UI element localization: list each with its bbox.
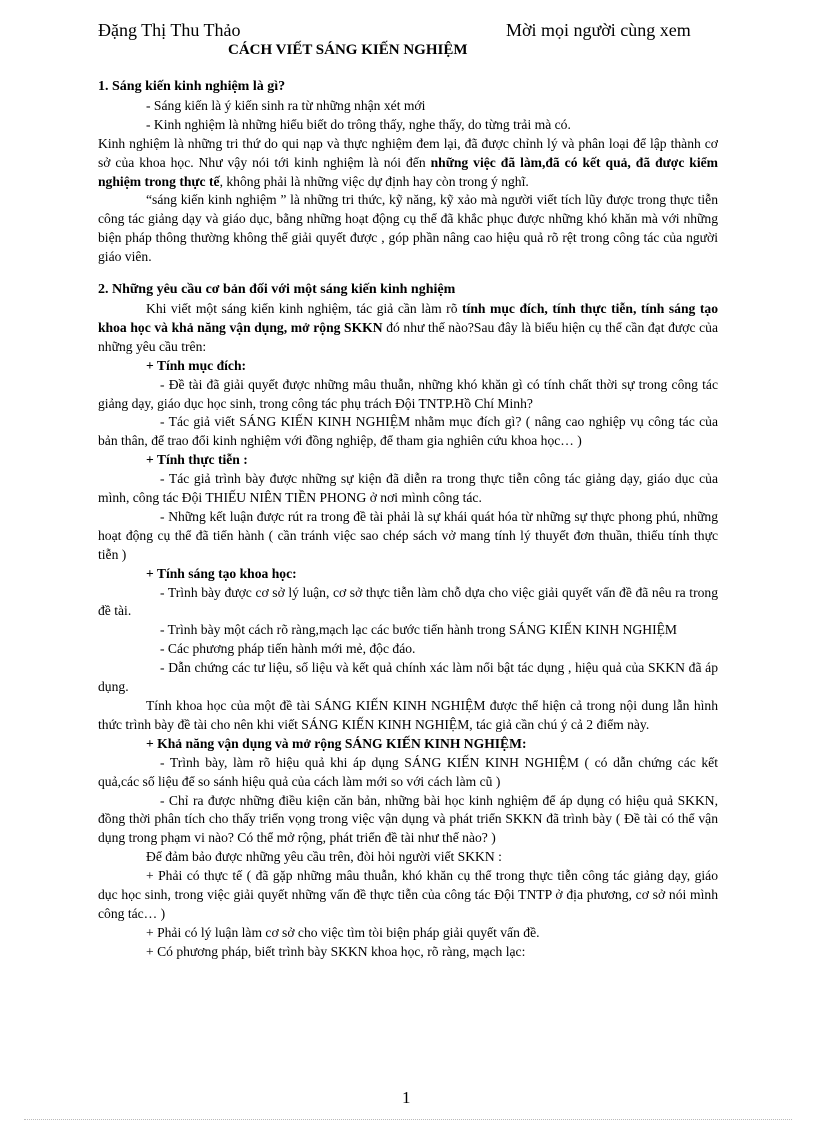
paragraph: - Đề tài đã giải quyết được những mâu thuẫn, những khó khăn gì có tính chất thời sự trong công tác giảng dạy, giáo dục học sinh, trong công tác phụ trách Đội TNTP.Hồ Chí Minh?: [98, 376, 718, 411]
subheading-practicality: + Tính thực tiễn :: [146, 452, 248, 468]
section-1-heading: 1. Sáng kiến kinh nghiệm là gì?: [98, 79, 286, 94]
paragraph: - Chỉ ra được những điều kiện căn bản, những bài học kinh nghiệm để áp dụng có hiệu quả SKKN, đồng thời phân tích cho thấy triển vọng trong việc vận dụng và phát triển SKKN đã trình bày ( Đề tài có thể vận dụng trong phạm vi nào? Có thể mở rộng, phát triển đề tài như thế nào? ): [98, 792, 718, 846]
paragraph: + Có phương pháp, biết trình bày SKKN khoa học, rõ ràng, mạch lạc:: [146, 943, 526, 959]
paragraph: - Tác giả trình bày được những sự kiện đã diễn ra trong thực tiễn công tác giảng dạy, giáo dục của mình, công tác Đội THIẾU NIÊN TIỀN PHONG ở nơi mình công tác.: [98, 471, 718, 506]
paragraph: + Phải có lý luận làm cơ sở cho việc tìm tòi biện pháp giải quyết vấn đề.: [146, 924, 540, 940]
paragraph: - Trình bày, làm rõ hiệu quả khi áp dụng SÁNG KIẾN KINH NGHIỆM ( có dẫn chứng các kết quả,các số liệu để so sánh hiệu quả của cách làm mới so với cách làm cũ ): [98, 754, 718, 789]
paragraph: Để đảm bảo được những yêu cầu trên, đòi hỏi người viết SKKN :: [146, 849, 502, 865]
bold-text-run: tính mục đích, tính thực tiễn, tính sáng tạo khoa học và khả năng vận dụng, mở rộng SKKN: [98, 300, 718, 335]
paragraph: “sáng kiến kinh nghiệm ” là những tri thức, kỹ năng, kỹ xảo mà người viết tích lũy được trong thực tiễn công tác giảng dạy và giáo dục, bằng những hoạt động cụ thể đã khắc phục được những khó khăn mà với những biện pháp thông thường không thể giải quyết được , góp phần nâng cao hiệu quả rõ rệt trong công tác của người giáo viên.: [98, 192, 718, 265]
paragraph: - Dẫn chứng các tư liệu, số liệu và kết quả chính xác làm nổi bật tác dụng , hiệu quả của SKKN đã áp dụng.: [98, 660, 718, 695]
paragraph: + Phải có thực tế ( đã gặp những mâu thuẫn, khó khăn cụ thể trong thực tiễn công tác giảng dạy, giáo dục học sinh, trong việc giải quyết những vấn đề thực tiễn của công tác Đội TNTP ở địa phương, cơ sở nói mình công tác… ): [98, 868, 718, 921]
paragraph: - Sáng kiến là ý kiến sinh ra từ những nhận xét mới: [146, 97, 426, 113]
header-author: Đặng Thị Thu Thảo: [98, 20, 241, 40]
paragraph: - Trình bày được cơ sở lý luận, cơ sở thực tiễn làm chỗ dựa cho việc giải quyết vấn đề đã nêu ra trong đề tài.: [98, 584, 718, 619]
subheading-creativity: + Tính sáng tạo khoa học:: [146, 565, 297, 581]
paragraph: [98, 135, 718, 192]
subheading-purpose: + Tính mục đích:: [146, 357, 247, 373]
paragraph: - Tác giả viết SÁNG KIẾN KINH NGHIỆM nhằm mục đích gì? ( nâng cao nghiệp vụ công tác của bản thân, để trao đổi kinh nghiệm với đồng nghiệp, để tham gia nghiên cứu khoa học… ): [98, 414, 718, 449]
text-run: Kinh nghiệm là những tri thứ do qui nạp và thực nghiệm đem lại, đã được chỉnh lý và phân loại để lập thành cơ sở của khoa học. Như vậy nói tới kinh nghiệm là nói đến: [98, 135, 718, 170]
paragraph: - Các phương pháp tiến hành mới mẻ, độc đáo.: [160, 641, 416, 657]
paragraph: Tính khoa học của một đề tài SÁNG KIẾN KINH NGHIỆM được thể hiện cả trong nội dung lẫn hình thức trình bày đề tài cho nên khi viết SÁNG KIẾN KINH NGHIỆM, tác giả cần chú ý cả 2 điểm này.: [98, 698, 718, 732]
paragraph: - Trình bày một cách rõ ràng,mạch lạc các bước tiến hành trong SÁNG KIẾN KINH NGHIỆM: [160, 622, 678, 638]
document-title: CÁCH VIẾT SÁNG KIẾN NGHIỆM: [228, 42, 468, 58]
document-body: [98, 78, 718, 962]
text-run: , không phải là những việc dự định hay còn trong ý nghĩ.: [219, 173, 529, 189]
bold-text-run: những việc đã làm,đã có kết quả, đã được kiểm nghiệm trong thực tế: [98, 154, 719, 189]
paragraph: [98, 300, 718, 357]
subheading-applicability: + Khả năng vận dụng và mở rộng SÁNG KIẾN KINH NGHIỆM:: [146, 735, 527, 751]
paragraph: - Những kết luận được rút ra trong đề tài phải là sự khái quát hóa từ những sự thực phong phú, những hoạt động cụ thể đã tiến hành ( cần tránh việc sao chép sách vở mang tính lý thuyết đơn thuần, thiếu tính thực tiễn ): [98, 508, 718, 562]
section-2-heading: 2. Những yêu cầu cơ bản đối với một sáng kiến kinh nghiệm: [98, 282, 456, 298]
text-run: Khi viết một sáng kiến kinh nghiệm, tác giả cần làm rõ: [146, 300, 463, 316]
page-bottom-rule: [24, 1119, 792, 1120]
text-run: đó như thế nào?Sau đây là biểu hiện cụ thể cần đạt được của những yêu cầu trên:: [98, 319, 718, 354]
paragraph: - Kinh nghiệm là những hiểu biết do trông thấy, nghe thấy, do từng trải mà có.: [146, 116, 571, 132]
header-note: Mời mọi người cùng xem: [506, 20, 691, 40]
page-number: 1: [402, 1088, 411, 1107]
